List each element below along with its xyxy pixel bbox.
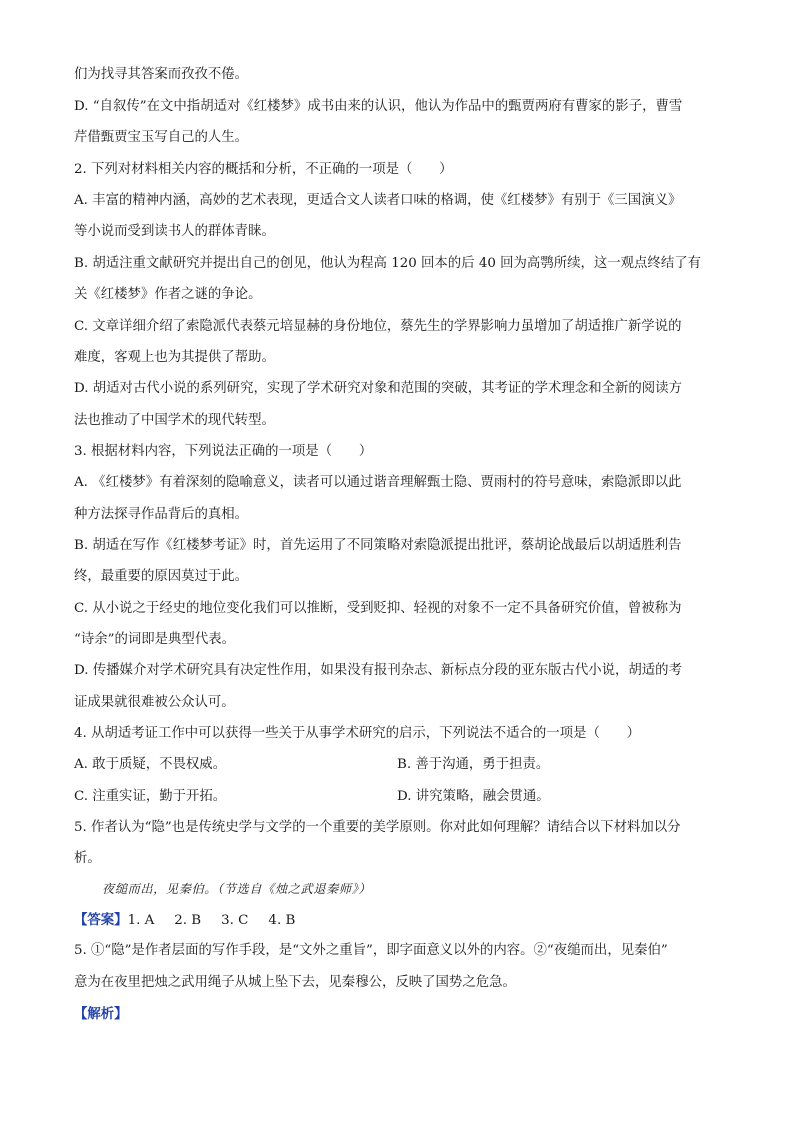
answer-item: 3. C [221,913,249,928]
text-line: 们为找寻其答案而孜孜不倦。 [74,67,249,82]
answer-item: 4. B [268,913,296,928]
text-line: 芹借甄贾宝玉写自己的人生。 [74,130,249,145]
text-line: 法也推动了中国学术的现代转型。 [74,413,275,428]
text-line: 难度，客观上也为其提供了帮助。 [74,350,275,365]
text-line: D. “自叙传”在文中指胡适对《红楼梦》成书由来的认识，他认为作品中的甄贾两府有曹家的影子，曹雪 [74,99,683,114]
q4-option-b: B. 善于沟通，勇于担责。 [397,757,550,772]
text-line: C. 文章详细介绍了索隐派代表蔡元培显赫的身份地位，蔡先生的学界影响力虽增加了胡适推广新学说的 [74,319,682,334]
question-4-stem: 4. 从胡适考证工作中可以获得一些关于从事学术研究的启示，下列说法不适合的一项是（ ） [74,726,641,741]
text-line: D. 胡适对古代小说的系列研究，实现了学术研究对象和范围的突破，其考证的学术理念和全新的阅读方 [74,381,682,396]
quoted-excerpt: 夜缒而出，见秦伯。（节选自《烛之武退秦师》） [102,882,372,896]
text-line: D. 传播媒介对学术研究具有决定性作用，如果没有报刊杂志、新标点分段的亚东版古代小说，胡适的考 [74,663,682,678]
text-line: B. 胡适在写作《红楼梦考证》时，首先运用了不同策略对索隐派提出批评，蔡胡论战最后以胡适胜利告 [74,538,682,553]
analysis-tag: 【解析】 [74,1006,128,1022]
answer-5-line: 意为在夜里把烛之武用绳子从城上坠下去，见秦穆公，反映了国势之危急。 [74,975,516,990]
text-line: C. 从小说之于经史的地位变化我们可以推断，受到贬抑、轻视的对象不一定不具备研究价值，曾被称为 [74,601,682,616]
text-line: 析。 [74,851,101,866]
answer-tag: 【答案】 [74,912,128,928]
answer-item: 2. B [174,913,202,928]
question-3-stem: 3. 根据材料内容，下列说法正确的一项是（ ） [74,444,373,459]
answer-line [74,910,315,931]
q4-option-a: A. 敢于质疑，不畏权威。 [74,757,227,772]
q4-option-c: C. 注重实证，勤于开拓。 [74,789,227,804]
text-line: 种方法探寻作品背后的真相。 [74,507,249,522]
text-line: 关《红楼梦》作者之谜的争论。 [74,287,262,302]
answer-item: 1. A [127,913,155,928]
question-2-stem: 2. 下列对材料相关内容的概括和分析，不正确的一项是（ ） [74,162,453,177]
text-line: B. 胡适注重文献研究并提出自己的创见，他认为程高 120 回本的后 40 回为高鹗所续，这一观点终结了有 [74,256,701,271]
text-line: A. 《红楼梦》有着深刻的隐喻意义，读者可以通过谐音理解甄士隐、贾雨村的符号意味，索隐派即以此 [74,475,682,490]
text-line: 证成果就很难被公众认可。 [74,695,235,710]
text-line: “诗余”的词即是典型代表。 [74,632,235,647]
text-line: 终，最重要的原因莫过于此。 [74,569,249,584]
text-line: A. 丰富的精神内涵，高妙的艺术表现，更适合文人读者口味的格调，使《红楼梦》有别于《三国演义》 [74,193,682,208]
answer-5-line: 5. ①“隐”是作者层面的写作手段，是“文外之重旨”，即字面意义以外的内容。②“夜缒而出，见秦伯” [74,943,668,958]
question-5-stem: 5. 作者认为“隐”也是传统史学与文学的一个重要的美学原则。你对此如何理解？请结合以下材料加以分 [74,820,681,835]
text-line: 等小说而受到读书人的群体青睐。 [74,224,275,239]
q4-option-d: D. 讲究策略，融会贯通。 [397,789,550,804]
